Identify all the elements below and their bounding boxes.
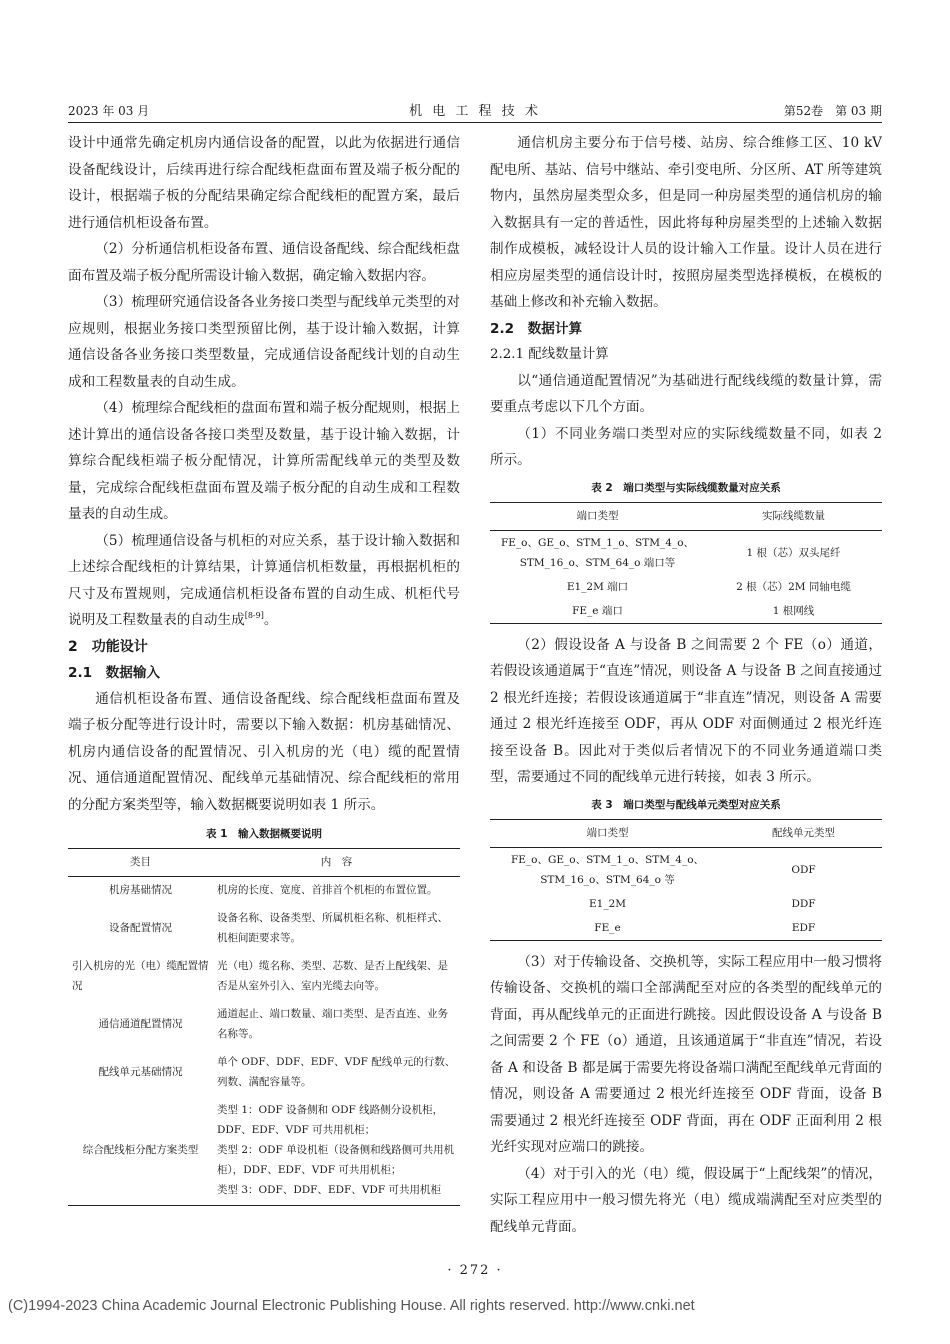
table-cell (490, 530, 705, 575)
subsection-heading-2-2: 2.2 数据计算 (490, 320, 583, 337)
page-number: · 272 · (447, 1263, 503, 1278)
subsubsection-heading-2-2-1: 2.2.1 配线数量计算 (490, 346, 609, 362)
table-row (490, 530, 882, 575)
table-cell: 配线单元基础情况 (98, 1066, 183, 1078)
table-cell (213, 1097, 460, 1206)
table-row (68, 877, 460, 906)
port-line: STM_16_o、STM_64_o 端口等 (519, 556, 676, 569)
table-cell (490, 847, 725, 892)
table-cell: 通信通道配置情况 (98, 1018, 183, 1030)
table-row (68, 905, 460, 953)
table-cell: 机房的长度、宽度、首排首个机柜的布置位置。 (217, 884, 438, 896)
running-header (68, 98, 882, 122)
table-3-caption: 表 3 端口类型与配线单元类型对应关系 (591, 798, 781, 811)
paragraph-point-2: （2）假设设备 A 与设备 B 之间需要 2 个 FE（o）通道，若假设该通道属于“直连”情况，则设备 A 与设备 B 之间直接通过 2 根光纤连接；若假设该通道属于“非直连”情况，则设备 A 需要通过 2 根光纤连接至 ODF，再从 ODF 对面侧通过 2 根光纤连接至设备 B。因此对于类似后者情况下的不同业务通道端口类型，需要通过不同的配线单元进行转接，如表 3 所示。 (490, 636, 882, 785)
subsection-heading-2-1: 2.1 数据输入 (68, 664, 161, 681)
table-cell: EDF (725, 916, 882, 941)
table-cell: 综合配线柜分配方案类型 (68, 1097, 213, 1206)
table-1-header-category: 类目 (68, 849, 213, 877)
paragraph-step-4: （4）梳理综合配线柜的盘面布置和端子板分配规则，根据上述计算出的通信设备各接口类型及数量，基于设计输入数据，计算综合配线柜端子板分配情况，计算所需配线单元的类型及数量，完成综合配线柜盘面布置及端子板分配的自动生成和工程数量表的自动生成。 (68, 400, 460, 522)
table-cell: 设备名称、设备类型、所属机柜名称、机柜样式、机柜间距要求等。 (217, 912, 448, 944)
table-3-header-unit: 配线单元类型 (725, 819, 882, 847)
table-1-caption: 表 1 输入数据概要说明 (206, 828, 322, 840)
section-heading-2: 2 功能设计 (68, 638, 148, 655)
paragraph-rooms: 通信机房主要分布于信号楼、站房、综合维修工区、10 kV 配电所、基站、信号中继站、牵引变电所、分区所、AT 所等建筑物内，虽然房屋类型众多，但是同一种房屋类型的通信机房的输入数据具有一定的普适性，因此将每种房屋类型的上述输入数据制作成模板，减轻设计人员的设计输入工作量。设计人员在进行相应房屋类型的通信设计时，按照房屋类型选择模板，在模板的基础上修改和补充输入数据。 (490, 135, 882, 310)
paragraph-step-5-text: （5）梳理通信设备与机柜的对应关系，基于设计输入数据和上述综合配线柜的计算结果，计算通信机柜数量，再根据机柜的尺寸及布置规则，完成通信机柜设备布置的自动生成、机柜代号说明及工程数量表的自动生成 (68, 532, 460, 628)
table-2-header-port: 端口类型 (490, 502, 705, 530)
table-row (490, 892, 882, 916)
paragraph-step-3: （3）梳理研究通信设备各业务接口类型与配线单元类型的对应规则，根据业务接口类型预留比例，基于设计输入数据，计算通信设备各业务接口类型数量，完成通信设备配线计划的自动生成和工程数量表的自动生成。 (68, 294, 460, 390)
table-cell: 通道起止、端口数量、端口类型、是否直连、业务名称等。 (217, 1008, 448, 1040)
paragraph-step-2: （2）分析通信机柜设备布置、通信设备配线、综合配线柜盘面布置及端子板分配所需设计输入数据，确定输入数据内容。 (68, 241, 460, 284)
plan-type-2: 类型 2：ODF 单设机柜（设备侧和线路侧可共用机柜），DDF、EDF、VDF 可共用机柜； (217, 1144, 455, 1176)
table-cell: ODF (791, 863, 816, 876)
table-1-header-content: 内 容 (213, 849, 460, 877)
table-cell: 1 根网线 (705, 599, 882, 624)
left-column (68, 130, 460, 1206)
table-cell: 2 根（芯）2M 同轴电缆 (736, 580, 851, 593)
paragraph-step-5 (68, 528, 460, 634)
table-row (68, 1049, 460, 1097)
paragraph-point-1: （1）不同业务端口类型对应的实际线缆数量不同，如表 2 所示。 (490, 425, 882, 468)
paragraph-basis: 以“通信通道配置情况”为基础进行配线线缆的数量计算，需要重点考虑以下几个方面。 (490, 372, 882, 415)
table-1 (68, 848, 460, 1206)
table-cell: 设备配置情况 (109, 922, 172, 934)
table-row (490, 575, 882, 599)
header-volume-issue: 第52卷 第 03 期 (783, 104, 882, 118)
table-3-header-port: 端口类型 (490, 819, 725, 847)
paragraph-step-5-end: 。 (263, 612, 278, 628)
table-cell: 机房基础情况 (109, 884, 172, 896)
right-column (490, 130, 882, 1240)
table-cell: FE_e 端口 (490, 599, 705, 624)
table-cell: FE_e (490, 916, 725, 941)
table-row (490, 847, 882, 892)
header-rule (68, 122, 882, 123)
table-2-caption: 表 2 端口类型与实际线缆数量对应关系 (591, 481, 781, 494)
table-cell: E1_2M 端口 (566, 580, 629, 593)
port-line: FE_o、GE_o、STM_1_o、STM_4_o、 (510, 853, 705, 866)
table-row (490, 599, 882, 624)
port-line: STM_16_o、STM_64_o 等 (540, 873, 675, 886)
table-cell: 1 根（芯）双头尾纤 (746, 546, 841, 559)
table-2-header-count: 实际线缆数量 (705, 502, 882, 530)
table-cell: E1_2M (588, 897, 627, 910)
table-row (68, 1097, 460, 1206)
paragraph-intro: 设计中通常先确定机房内通信设备的配置，以此为依据进行通信设备配线设计，后续再进行综合配线柜盘面布置及端子板分配的设计，根据端子板的分配结果确定综合配线柜的配置方案，最后进行通信机柜设备布置。 (68, 135, 460, 231)
plan-type-1: 类型 1：ODF 设备侧和 ODF 线路侧分设机柜，DDF、EDF、VDF 可共用机柜； (217, 1104, 444, 1136)
copyright-footer: (C)1994-2023 China Academic Journal Electronic Publishing House. All rights reserved. http://www.cnki.net (8, 1298, 695, 1314)
table-cell: 单个 ODF、DDF、EDF、VDF 配线单元的行数、列数、满配容量等。 (217, 1056, 456, 1088)
table-cell: 光（电）缆名称、类型、芯数、是否上配线架、是否是从室外引入、室内光缆去向等。 (217, 960, 448, 992)
table-row (490, 916, 882, 941)
table-row (68, 953, 460, 1001)
plan-type-3: 类型 3：ODF、DDF、EDF、VDF 可共用机柜 (217, 1184, 441, 1196)
paragraph-data-input: 通信机柜设备布置、通信设备配线、综合配线柜盘面布置及端子板分配等进行设计时，需要以下输入数据：机房基础情况、机房内通信设备的配置情况、引入机房的光（电）缆的配置情况、通信通道配置情况、配线单元基础情况、综合配线柜的常用的分配方案类型等，输入数据概要说明如表 1 所示。 (68, 690, 460, 813)
table-cell: DDF (791, 897, 816, 910)
table-2 (490, 502, 882, 624)
citation: [8-9] (244, 611, 264, 620)
paragraph-point-4: （4）对于引入的光（电）缆，假设属于“上配线架”的情况，实际工程应用中一般习惯先将光（电）缆成端满配至对应类型的配线单元背面。 (490, 1165, 882, 1235)
table-cell: 引入机房的光（电）缆配置情况 (72, 960, 209, 992)
paragraph-point-3: （3）对于传输设备、交换机等，实际工程应用中一般习惯将传输设备、交换机的端口全部满配至对应的各类型的配线单元的背面，再从配线单元的正面进行跳接。因此假设设备 A 与设备 B 之间需要 2 个 FE（o）通道，且该通道属于“非直连”情况，若设备 A 和设备 B 都是属于需要先将设备端口满配至配线单元背面的情况，则设备 A 需要通过 2 根光纤连接至 ODF 背面，设备 B 需要通过 2 根光纤连接至 ODF 背面，再在 ODF 正面利用 2 根光纤实现对应端口的跳接。 (490, 953, 882, 1155)
port-line: FE_o、GE_o、STM_1_o、STM_4_o、 (500, 536, 695, 549)
journal-title: 机 电 工 程 技 术 (409, 104, 541, 119)
header-date: 2023 年 03 月 (68, 104, 150, 118)
table-3 (490, 819, 882, 941)
table-row (68, 1001, 460, 1049)
